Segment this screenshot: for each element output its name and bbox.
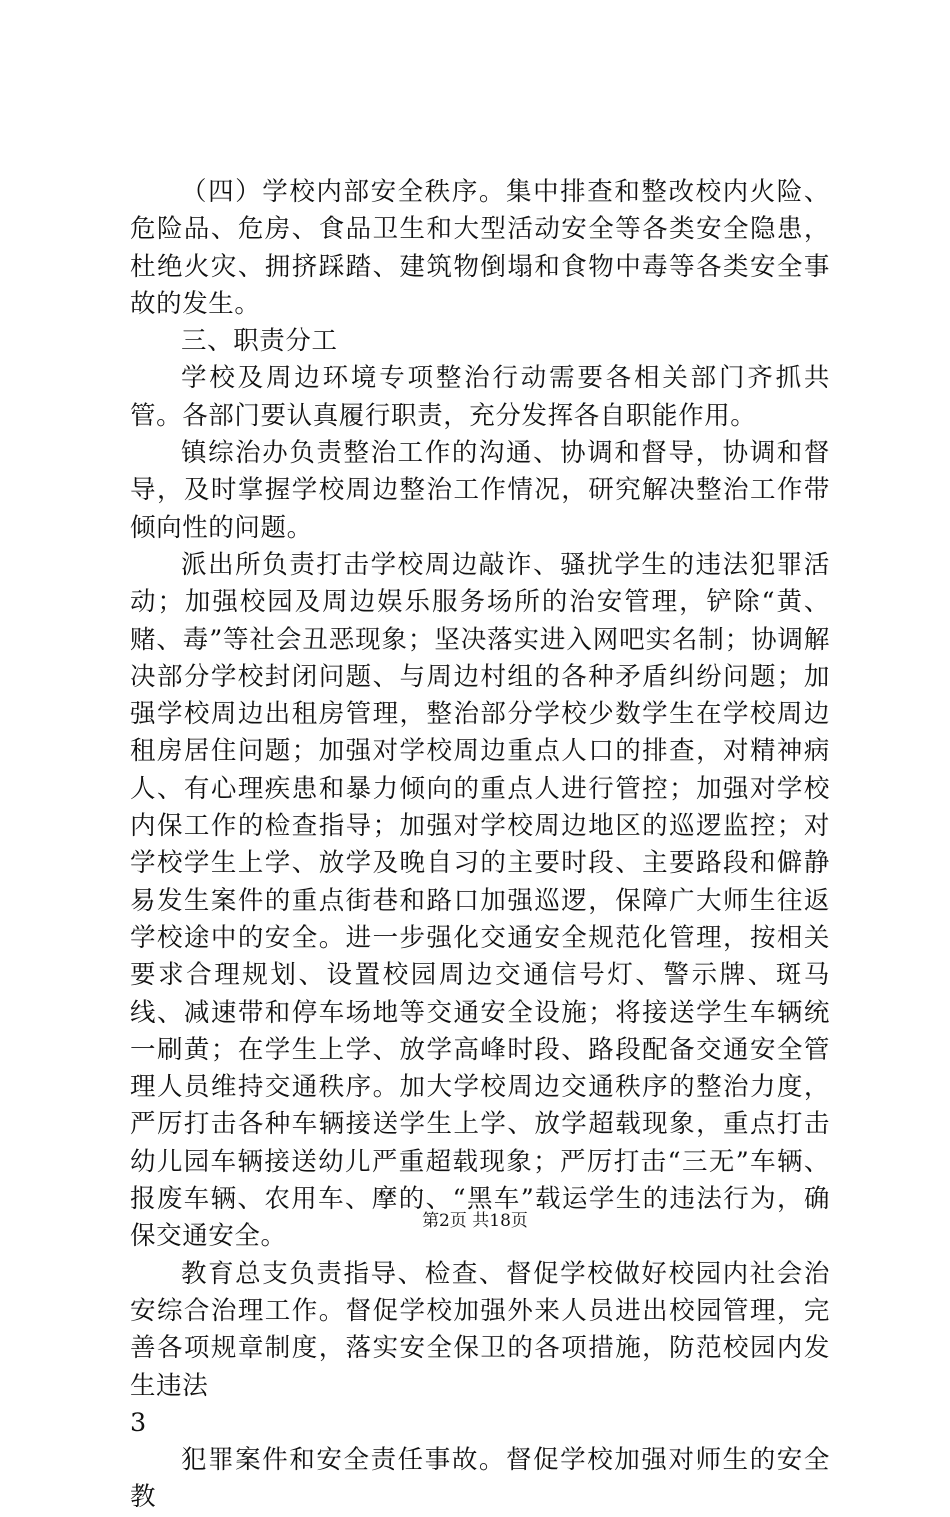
document-body: [130, 174, 830, 1517]
page-footer: 第2页 共18页: [422, 1211, 528, 1231]
section-heading-responsibilities: 三、职责分工: [181, 326, 338, 357]
paragraph-police-station: 派出所负责打击学校周边敲诈、骚扰学生的违法犯罪活动；加强校园及周边娱乐服务场所的治安管理，铲除“黄、赌、毒”等社会丑恶现象；坚决落实进入网吧实名制；协调解决部分学校封闭问题、与周边村组的各种矛盾纠纷问题；加强学校周边出租房管理，整治部分学校少数学生在学校周边租房居住问题；加强对学校周边重点人口的排查，对精神病人、有心理疾患和暴力倾向的重点人进行管控；加强对学校内保工作的检查指导；加强对学校周边地区的巡逻监控；对学校学生上学、放学及晚自习的主要时段、主要路段和僻静易发生案件的重点街巷和路口加强巡逻，保障广大师生往返学校途中的安全。进一步强化交通安全规范化管理，按相关要求合理规划、设置校园周边交通信号灯、警示牌、斑马线、减速带和停车场地等交通安全设施；将接送学生车辆统一刷黄；在学生上学、放学高峰时段、路段配备交通安全管理人员维持交通秩序。加大学校周边交通秩序的整治力度，严厉打击各种车辆接送学生上学、放学超载现象，重点打击幼儿园车辆接送幼儿严重超载现象；严厉打击“三无”车辆、报废车辆、农用车、摩的、“黑车”载运学生的违法行为，确保交通安全。: [130, 549, 830, 1252]
inline-page-number: 3: [130, 1407, 147, 1438]
paragraph-education-branch: 教育总支负责指导、检查、督促学校做好校园内社会治安综合治理工作。督促学校加强外来人员进出校园管理，完善各项规章制度，落实安全保卫的各项措施，防范校园内发生违法: [130, 1258, 830, 1401]
paragraph-continuation: 犯罪案件和安全责任事故。督促学校加强对师生的安全教: [130, 1445, 830, 1513]
paragraph-town-office: 镇综治办负责整治工作的沟通、协调和督导，协调和督导，及时掌握学校周边整治工作情况，研究解决整治工作带倾向性的问题。: [130, 438, 830, 543]
paragraph-school-internal-safety: （四）学校内部安全秩序。集中排查和整改校内火险、危险品、危房、食品卫生和大型活动安全等各类安全隐患，杜绝火灾、拥挤踩踏、建筑物倒塌和食物中毒等各类安全事故的发生。: [130, 177, 830, 319]
paragraph-joint-management: 学校及周边环境专项整治行动需要各相关部门齐抓共管。各部门要认真履行职责，充分发挥各自职能作用。: [130, 363, 830, 431]
